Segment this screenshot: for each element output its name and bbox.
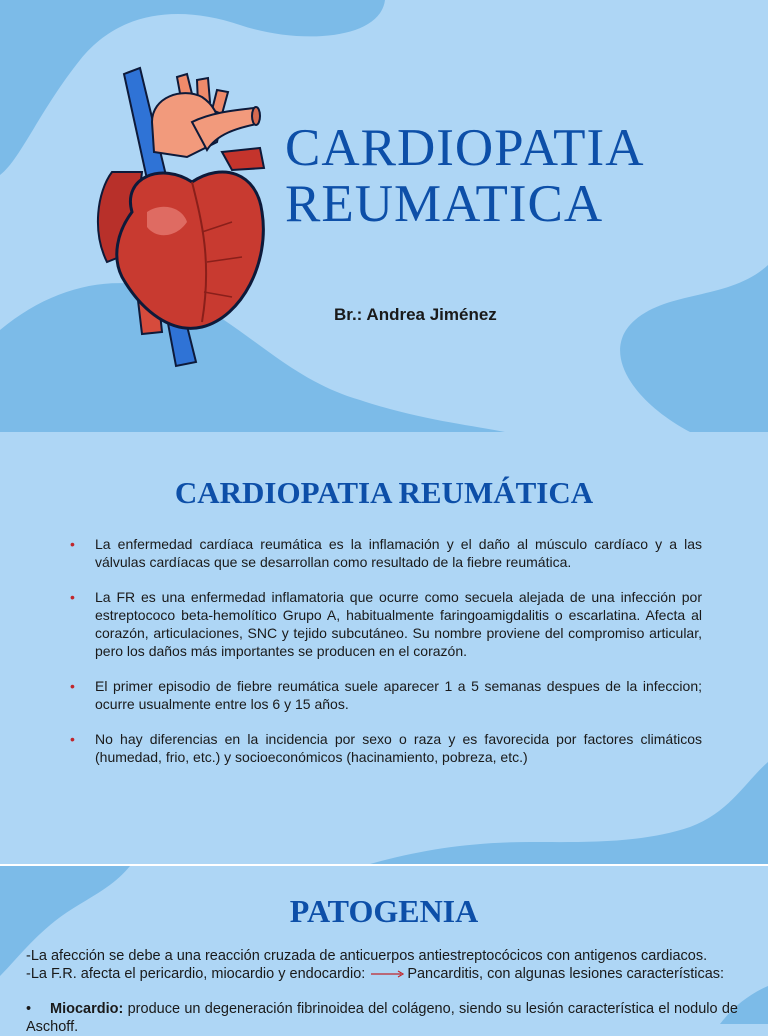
bullet-icon: •: [26, 1001, 32, 1017]
bullet-icon: •: [70, 536, 75, 552]
bullet-icon: •: [70, 589, 75, 605]
title-line-1: CARDIOPATIA: [285, 119, 645, 177]
bullet-item: • El primer episodio de fiebre reumática suele aparecer 1 a 5 semanas despues de la infeccion; ocurre usualmente entre los 6 y 15 años.: [70, 678, 702, 712]
myocardium-text: produce un degeneración fibrinoidea del colágeno, siendo su lesión característica el nodulo de Aschoff.: [26, 1001, 738, 1035]
section-title: PATOGENIA: [289, 893, 479, 929]
bullet-item: • La enfermedad cardíaca reumática es la inflamación y el daño al músculo cardíaco y a las válvulas cardíacas que se desarrollan como resultado de la fiebre reumática.: [70, 536, 702, 570]
bullet-list: [70, 535, 702, 783]
title-cover: [285, 120, 745, 232]
bullet-icon: •: [70, 731, 75, 747]
bullet-item: • No hay diferencias en la incidencia por sexo o raza y es favorecida por factores climáticos (humedad, frio, etc.) y socioeconómicos (hacinamiento, pobreza, etc.): [70, 731, 702, 765]
bullet-item: • La FR es una enfermedad inflamatoria que ocurre como secuela alejada de una infección por estreptococo beta-hemolítico Grupo A, habitualmente faringoamigdalitis o escarlatina. Afecta al corazón, articulaciones, SNC y tejido subcutáneo. Su nombre proviene del compromiso articular, pero los daños más importantes se producen en el corazón.: [70, 589, 702, 659]
heart-illustration: [92, 62, 282, 367]
pathogenesis-text: [26, 947, 746, 983]
slide-definition: [0, 432, 768, 864]
slide-title: [0, 0, 768, 432]
arrow-right-icon: [371, 969, 405, 979]
bullet-icon: •: [70, 678, 75, 694]
author-name: Br.: Andrea Jiménez: [334, 305, 497, 324]
title-line-2: REUMATICA: [285, 175, 604, 233]
slide-pathogenesis: [0, 866, 768, 1035]
pathogenesis-line-2: -La F.R. afecta el pericardio, miocardio y endocardio: Pancarditis, con algunas lesiones características:: [26, 966, 725, 982]
myocardium-label: Miocardio:: [50, 1001, 124, 1017]
section-title: CARDIOPATIA REUMÁTICA: [174, 475, 594, 510]
pathogenesis-line-1: -La afección se debe a una reacción cruzada de anticuerpos antiestreptocócicos con antigenos cardiacos.: [26, 948, 708, 964]
myocardium-item: [26, 1000, 738, 1036]
